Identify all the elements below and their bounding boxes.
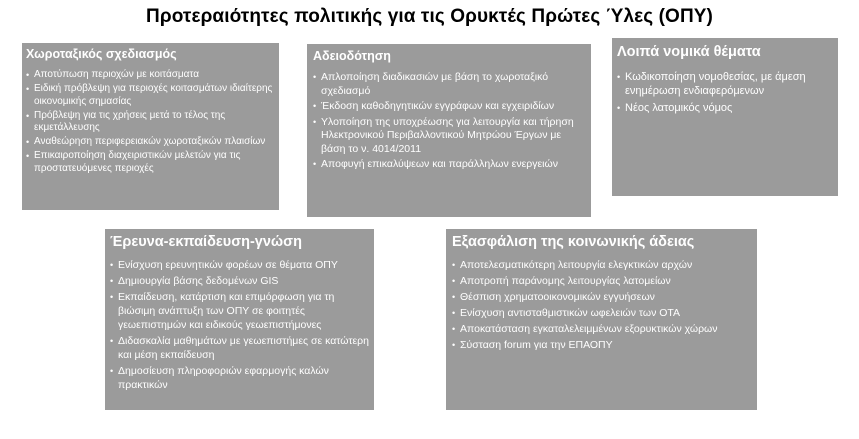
box-heading: Έρευνα-εκπαίδευση-γνώση (110, 234, 302, 250)
bullet-icon: • (452, 308, 456, 318)
list-item-text: Ειδική πρόβλεψη για περιοχές κοιτασμάτων ιδιαίτερης οικονομικής σημασίας (34, 83, 273, 107)
box-heading: Αδειοδότηση (313, 49, 391, 63)
bullet-icon: • (313, 72, 317, 82)
list-item (313, 100, 586, 114)
list-item-text: Εκπαίδευση, κατάρτιση και επιμόρφωση για τη βιώσιμη ανάπτυξη των ΟΠΥ σε φοιτητές γεωεπιστημών και ειδικούς γεωεπιστήμονες (118, 291, 335, 331)
list-item-text: Ενίσχυση αντισταθμιστικών ωφελειών των ΟΤΑ (460, 307, 681, 319)
list-item-text: Ενίσχυση ερευνητικών φορέων σε θέματα ΟΠΥ (118, 259, 338, 271)
box-social-license (446, 229, 757, 410)
list-item-text: Αναθεώρηση περιφερειακών χωροταξικών πλαισίων (34, 136, 266, 147)
box-heading: Εξασφάλιση της κοινωνικής άδειας (452, 234, 695, 250)
list-item-text: Απλοποίηση διαδικασιών με βάση το χωροταξικό σχεδιασμό (321, 71, 549, 97)
list-item (26, 110, 275, 135)
bullet-icon: • (617, 72, 621, 82)
bullet-icon: • (110, 276, 114, 286)
box-list (110, 258, 369, 392)
bullet-icon: • (26, 110, 30, 121)
list-item-text: Σύσταση forum για την ΕΠΑΟΠΥ (460, 339, 613, 351)
list-item (26, 150, 275, 175)
bullet-icon: • (26, 84, 30, 94)
list-item-text: Αποτροπή παράνομης λειτουργίας λατομείων (460, 275, 671, 287)
bullet-icon: • (452, 260, 456, 270)
list-item-text: Αποτελεσματικότερη λειτουργία ελεγκτικών αρχών (460, 259, 693, 271)
list-item (313, 158, 586, 172)
bullet-icon: • (313, 159, 317, 169)
box-heading: Λοιπά νομικά θέματα (617, 44, 761, 60)
bullet-icon: • (110, 336, 114, 346)
list-item (110, 290, 369, 332)
list-item-text: Δημοσίευση πληροφοριών εφαρμογής καλών πρακτικών (118, 365, 329, 391)
box-spatial-planning (22, 43, 279, 210)
list-item-text: Δημιουργία βάσης δεδομένων GIS (118, 275, 279, 287)
list-item-text: Αποφυγή επικαλύψεων και παράλληλων ενεργειών (321, 158, 558, 170)
bullet-icon: • (313, 101, 317, 111)
list-item (452, 290, 752, 304)
list-item (617, 101, 833, 115)
list-item (452, 338, 752, 352)
list-item (110, 364, 369, 392)
list-item-text: Διδασκαλία μαθημάτων με γεωεπιστήμες σε κατώτερη και μέση εκπαίδευση (118, 335, 369, 361)
bullet-icon: • (110, 292, 114, 302)
bullet-icon: • (26, 151, 30, 161)
list-item (313, 71, 586, 98)
list-item (452, 274, 752, 288)
bullet-icon: • (26, 137, 30, 147)
list-item (26, 136, 275, 149)
list-item-text: Επικαιροποίηση διαχειριστικών μελετών για τις προστατευόμενες περιοχές (34, 150, 241, 174)
bullet-icon: • (110, 366, 114, 376)
list-item-text: Νέος λατομικός νόμος (625, 102, 733, 114)
diagram-title: Προτεραιότητες πολιτικής για τις Ορυκτές Πρώτες Ύλες (ΟΠΥ) (146, 6, 713, 27)
bullet-icon: • (452, 324, 456, 334)
list-item (452, 322, 752, 336)
box-research-education (105, 229, 374, 410)
list-item (110, 334, 369, 362)
list-item (452, 258, 752, 272)
box-list (617, 70, 833, 115)
list-item-text: Πρόβλεψη για τις χρήσεις μετά το τέλος της εκμετάλλευσης (34, 109, 226, 133)
bullet-icon: • (26, 70, 30, 80)
list-item-text: Υλοποίηση της υποχρέωσης για λειτουργία και τήρηση Ηλεκτρονικού Περιβαλλοντικού Μητρώου Έργων με βάση το ν. 4014/2011 (321, 115, 574, 155)
bullet-icon: • (617, 103, 621, 113)
box-heading: Χωροταξικός σχεδιασμός (26, 47, 177, 61)
box-licensing (307, 44, 591, 217)
list-item (110, 274, 369, 288)
list-item-text: Αποτύπωση περιοχών με κοιτάσματα (34, 69, 200, 80)
list-item (617, 70, 833, 98)
list-item (110, 258, 369, 272)
bullet-icon: • (110, 260, 114, 270)
box-list (26, 69, 275, 175)
list-item (313, 116, 586, 157)
list-item-text: Αποκατάσταση εγκαταλελειμμένων εξορυκτικών χώρων (460, 323, 718, 335)
bullet-icon: • (313, 116, 317, 127)
box-list (452, 258, 752, 352)
bullet-icon: • (452, 292, 456, 302)
list-item (26, 83, 275, 108)
list-item (26, 69, 275, 82)
list-item-text: Κωδικοποίηση νομοθεσίας, με άμεση ενημέρωση ενδιαφερόμενων (625, 71, 806, 97)
box-other-legal-issues (612, 38, 838, 196)
box-list (313, 71, 586, 172)
bullet-icon: • (452, 340, 456, 350)
list-item (452, 306, 752, 320)
bullet-icon: • (452, 276, 456, 286)
list-item-text: Έκδοση καθοδηγητικών εγγράφων και εγχειριδίων (321, 100, 555, 112)
list-item-text: Θέσπιση χρηματοοικονομικών εγγυήσεων (460, 291, 655, 303)
